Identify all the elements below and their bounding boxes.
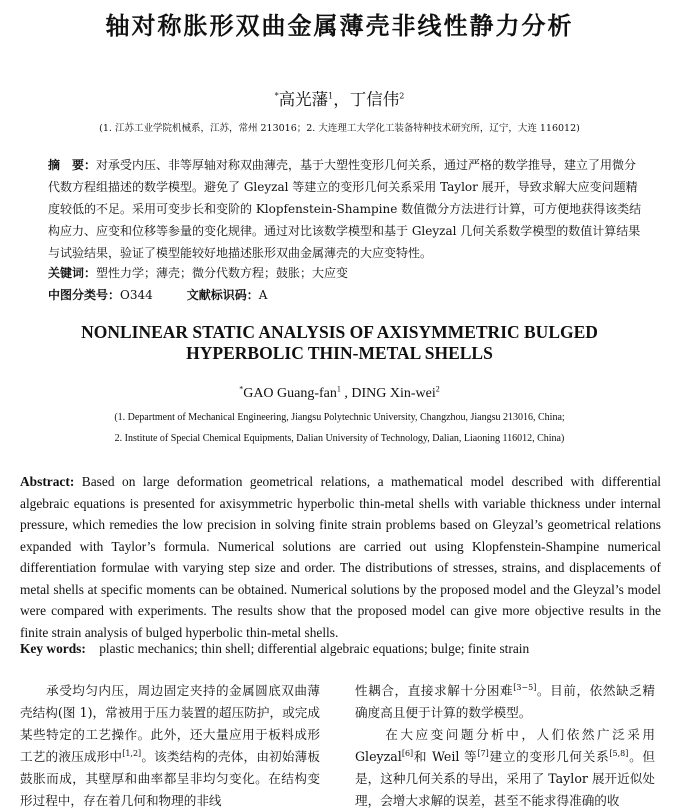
chinese-authors bbox=[0, 86, 679, 110]
citation: [7] bbox=[477, 748, 489, 758]
chinese-keywords-label: 关键词： bbox=[48, 266, 97, 280]
english-title-line2: HYPERBOLIC THIN-METAL SHELLS bbox=[186, 343, 493, 363]
author-gao-en: GAO Guang-fan bbox=[243, 386, 337, 401]
classification-line bbox=[48, 284, 648, 306]
body-text: 。但是，这种几何关系的导出，采用了 Taylor 展开近似处理，会增大求解的误差，甚至不能求得准确的收 bbox=[355, 749, 656, 808]
chinese-affiliation: (1. 江苏工业学院机械系，江苏，常州 213016；2. 大连理工大学化工装备特种技术研究所，辽宁，大连 116012) bbox=[99, 123, 580, 134]
body-text: 和 Weil 等 bbox=[413, 749, 478, 764]
author-separator: ， bbox=[333, 90, 350, 109]
body-text: 承受均匀内压，周边固定夹持的金属圆底双曲薄壳结构(图 1)，常被用于压力装置的超压防护，或完成某些特定的工艺操作。此外，还大量应用于板料成形工艺的液压成形中 bbox=[20, 683, 320, 764]
english-abstract bbox=[20, 471, 661, 643]
chinese-keywords-text: 塑性力学；薄壳；微分代数方程；鼓胀；大应变 bbox=[96, 266, 349, 280]
chinese-title: 轴对称胀形双曲金属薄壳非线性静力分析 bbox=[105, 12, 574, 40]
document-code-label: 文献标识码： bbox=[186, 288, 259, 302]
author-affil-sup: 1 bbox=[336, 384, 341, 394]
body-paragraph bbox=[355, 680, 655, 724]
english-keywords-text: plastic mechanics; thin shell; differential algebraic equations; bulge; finite strain bbox=[85, 641, 530, 656]
body-text: 在大应变问题分析中，人们依然广泛采用 Gleyzal bbox=[355, 727, 655, 764]
body-text: 。目前，依然缺乏精确度高且便于计算的数学模型。 bbox=[355, 683, 656, 720]
author-ding-en: DING Xin-wei bbox=[351, 386, 436, 401]
chinese-abstract bbox=[48, 154, 648, 264]
body-text: 。该类结构的壳体，由初始薄板鼓胀而成，其壁厚和曲率都呈非均匀变化。在结构变形过程中，存在着几何和物理的非线 bbox=[20, 749, 321, 808]
english-keywords bbox=[20, 638, 661, 660]
english-title-line1: NONLINEAR STATIC ANALYSIS OF AXISYMMETRIC BULGED bbox=[81, 322, 598, 342]
author-gao-cn: 高光藩 bbox=[278, 90, 329, 109]
citation: [5,8] bbox=[609, 748, 629, 758]
chinese-abstract-text: 对承受内压、非等厚轴对称双曲薄壳，基于大塑性变形几何关系，通过严格的数学推导，建立了用微分代数方程组描述的数学模型。避免了 Gleyzal 等建立的变形几何关系采用 Taylor 展开，导致求解大应变问题精度较低的不足。采用可变步长和变阶的 Klopfenstein-Shampine 数值微分方法进行计算，可方便地获得该类结构应力、应变和位移等参量的变化规律。通过对比该数学模型和基于 Gleyzal 几何关系数学模型的数值计算结果与试验结果，验证了模型能较好地描述胀形双曲金属薄壳的大应变特性。 bbox=[48, 158, 642, 260]
english-affiliation-1: (1. Department of Mechanical Engineering, Jiangsu Polytechnic University, Changzhou, Jiangsu 213016, China; bbox=[114, 412, 565, 423]
english-abstract-label: Abstract: bbox=[20, 474, 75, 489]
chinese-abstract-label: 摘 要： bbox=[48, 158, 97, 172]
classification-label: 中图分类号： bbox=[48, 288, 121, 302]
body-text: 建立的变形几何关系 bbox=[488, 749, 610, 764]
citation: [6] bbox=[401, 748, 414, 758]
english-authors bbox=[0, 386, 679, 402]
chinese-keywords bbox=[48, 262, 648, 284]
author-affil-sup: 2 bbox=[399, 91, 405, 101]
body-column-right bbox=[355, 680, 655, 812]
author-affil-sup: 2 bbox=[435, 384, 440, 394]
corresponding-mark: * bbox=[274, 91, 279, 101]
author-ding-cn: 丁信伟 bbox=[349, 90, 400, 109]
english-title bbox=[0, 322, 679, 364]
body-paragraph bbox=[20, 680, 320, 812]
author-separator: , bbox=[340, 386, 352, 401]
citation: [1,2] bbox=[122, 748, 142, 758]
english-keywords-label: Key words: bbox=[20, 641, 86, 656]
body-text: 性耦合，直接求解十分困难 bbox=[355, 683, 514, 698]
classification-value: O344 bbox=[120, 288, 153, 302]
english-abstract-text: Based on large deformation geometrical relations, a mathematical model described with differential algebraic equations is presented for axisymmetric hyperbolic thin-metal shells with variable thickness under internal pressure, which remedies the low precision in solving finite strain problems based on Gleyzal’s geometrical relations expanded with Taylor’s formula. Numerical solutions are carried out using Klopfenstein-Shampine numerical differentiation formulae with varying step size and order. The distributions of stresses, strains, and displacements of metal shells at specific moments can be obtained. Numerical solutions by the proposed model and the Gleyzal’s model were compared with experiments. The results show that the proposed model can give more objective results in the finite strain analysis of bulged hyperbolic thin-metal shells. bbox=[20, 474, 661, 640]
author-affil-sup: 1 bbox=[328, 91, 334, 101]
citation: [3−5] bbox=[513, 682, 537, 692]
body-paragraph bbox=[355, 724, 655, 812]
english-affiliation-2: 2. Institute of Special Chemical Equipments, Dalian University of Technology, Dalian, Liaoning 116012, China) bbox=[114, 433, 565, 444]
body-column-left bbox=[20, 680, 320, 812]
corresponding-mark: * bbox=[239, 384, 244, 394]
document-code-value: A bbox=[258, 288, 268, 302]
